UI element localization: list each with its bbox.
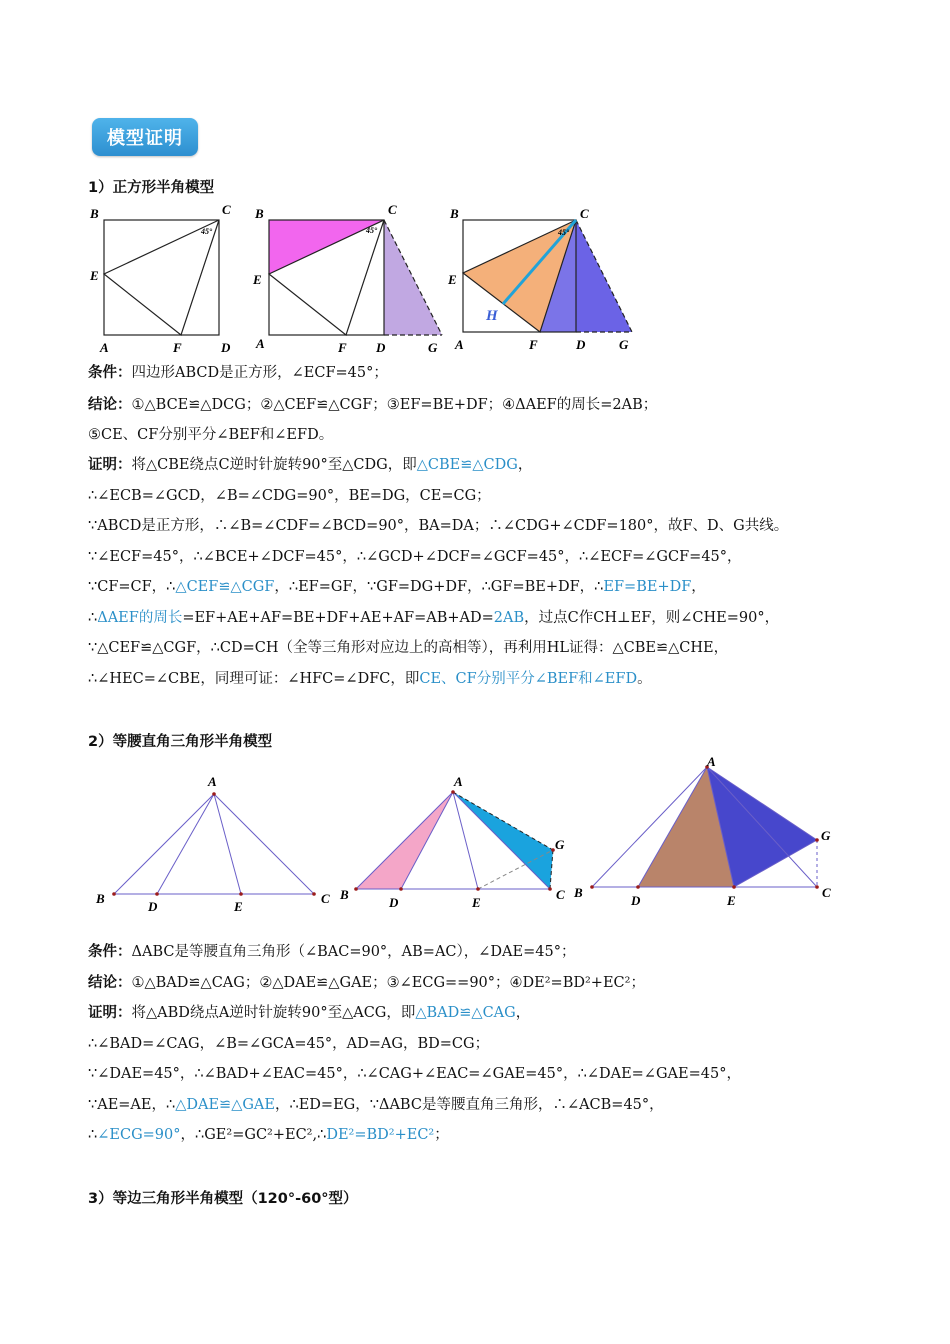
sec1-condition: 条件：四边形ABCD是正方形，∠ECF=45°； [88, 365, 388, 381]
sec1-conclusion-2: ⑤CE、CF分别平分∠BEF和∠EFD。 [88, 427, 334, 443]
section-1-title: 1）正方形半角模型 [88, 180, 215, 196]
label-B: B [90, 206, 99, 221]
label-B: B [96, 891, 105, 906]
figure-square-3 [446, 200, 646, 360]
angle-45: 45° [366, 226, 378, 235]
label-D: D [148, 899, 158, 914]
label-D: D [631, 893, 641, 908]
label-E: E [472, 895, 481, 910]
section-2-title: 2）等腰直角三角形半角模型 [88, 734, 273, 750]
figure-triangle-3 [570, 752, 845, 917]
figure-triangle-2 [336, 772, 576, 917]
label-E: E [253, 272, 262, 287]
sec1-proof-5: ∵CF=CF，∴△CEF≌△CGF，∴EF=GF，∵GF=DG+DF，∴GF=BE+DF，∴EF=BE+DF， [88, 579, 706, 595]
label-C: C [388, 202, 397, 217]
label-G: G [428, 340, 438, 355]
label-D: D [389, 895, 399, 910]
sec1-proof-4: ∵∠ECF=45°，∴∠BCE+∠DCF=45°，∴∠GCD+∠DCF=∠GCF=45°，∴∠ECF=∠GCF=45°， [88, 549, 742, 565]
label-A: A [455, 337, 464, 352]
label-F: F [173, 340, 182, 355]
label-A: A [100, 340, 109, 355]
label-E: E [448, 272, 457, 287]
figure-triangle-1 [92, 772, 342, 917]
label-B: B [450, 206, 459, 221]
label-G: G [555, 837, 565, 852]
label-F: F [338, 340, 347, 355]
label-E: E [90, 268, 99, 283]
label-A: A [454, 774, 463, 789]
label-E: E [727, 893, 736, 908]
section-badge: 模型证明 [92, 118, 198, 156]
sec1-proof-3: ∵ABCD是正方形，∴∠B=∠CDF=∠BCD=90°，BA=DA；∴∠CDG+∠CDF=180°，故F、D、G共线。 [88, 518, 789, 534]
label-F: F [529, 337, 538, 352]
label-A: A [256, 336, 265, 351]
label-A: A [707, 754, 716, 769]
sec2-proof-2: ∴∠BAD=∠CAG，∠B=∠GCA=45°，AD=AG，BD=CG； [88, 1036, 490, 1052]
label-C: C [822, 885, 831, 900]
angle-45: 45° [201, 227, 213, 236]
label-E: E [234, 899, 243, 914]
label-C: C [321, 891, 330, 906]
label-B: B [255, 206, 264, 221]
sec2-proof-3: ∵∠DAE=45°，∴∠BAD+∠EAC=45°，∴∠CAG+∠EAC=∠GAE=45°，∴∠DAE=∠GAE=45°， [88, 1066, 741, 1082]
sec2-proof-5: ∴∠ECG=90°，∴GE²=GC²+EC²,∴DE²=BD²+EC²； [88, 1127, 449, 1143]
sec2-proof-4: ∵AE=AE，∴△DAE≌△GAE，∴ED=EG，∵ΔABC是等腰直角三角形，∴∠ACB=45°， [88, 1097, 664, 1113]
label-A: A [208, 774, 217, 789]
sec1-proof-6: ∴ΔAEF的周长=EF+AE+AF=BE+DF+AE+AF=AB+AD=2AB，过点C作CH⊥EF，则∠CHE=90°， [88, 610, 780, 626]
sec1-proof-1: 证明：将△CBE绕点C逆时针旋转90°至△CDG，即△CBE≌△CDG， [88, 457, 533, 473]
label-B: B [574, 885, 583, 900]
angle-45: 45° [558, 228, 570, 237]
label-C: C [222, 202, 231, 217]
figure-square-2 [252, 200, 452, 360]
sec1-proof-2: ∴∠ECB=∠GCD，∠B=∠CDG=90°，BE=DG，CE=CG； [88, 488, 491, 504]
label-B: B [340, 887, 349, 902]
label-D: D [576, 337, 586, 352]
sec2-conclusion: 结论：①△BAD≌△CAG；②△DAE≌△GAE；③∠ECG==90°；④DE²=BD²+EC²； [88, 975, 645, 991]
label-H: H [486, 308, 498, 324]
section-3-title: 3）等边三角形半角模型（120°-60°型） [88, 1191, 358, 1207]
label-C: C [556, 887, 565, 902]
figure-square-1 [88, 200, 238, 360]
sec2-condition: 条件：ΔABC是等腰直角三角形（∠BAC=90°，AB=AC），∠DAE=45°； [88, 944, 576, 960]
sec1-proof-7: ∵△CEF≌△CGF，∴CD=CH（全等三角形对应边上的高相等），再利用HL证得：△CBE≌△CHE， [88, 640, 729, 656]
label-C: C [580, 206, 589, 221]
label-D: D [221, 340, 231, 355]
label-D: D [376, 340, 386, 355]
sec1-conclusion: 结论：①△BCE≌△DCG；②△CEF≌△CGF；③EF=BE+DF；④ΔAEF的周长=2AB； [88, 397, 658, 413]
label-G: G [619, 337, 629, 352]
sec2-proof-1: 证明：将△ABD绕点A逆时针旋转90°至△ACG，即△BAD≌△CAG， [88, 1005, 531, 1021]
label-G: G [821, 828, 831, 843]
sec1-proof-8: ∴∠HEC=∠CBE，同理可证：∠HFC=∠DFC，即CE、CF分别平分∠BEF和∠EFD。 [88, 671, 652, 687]
